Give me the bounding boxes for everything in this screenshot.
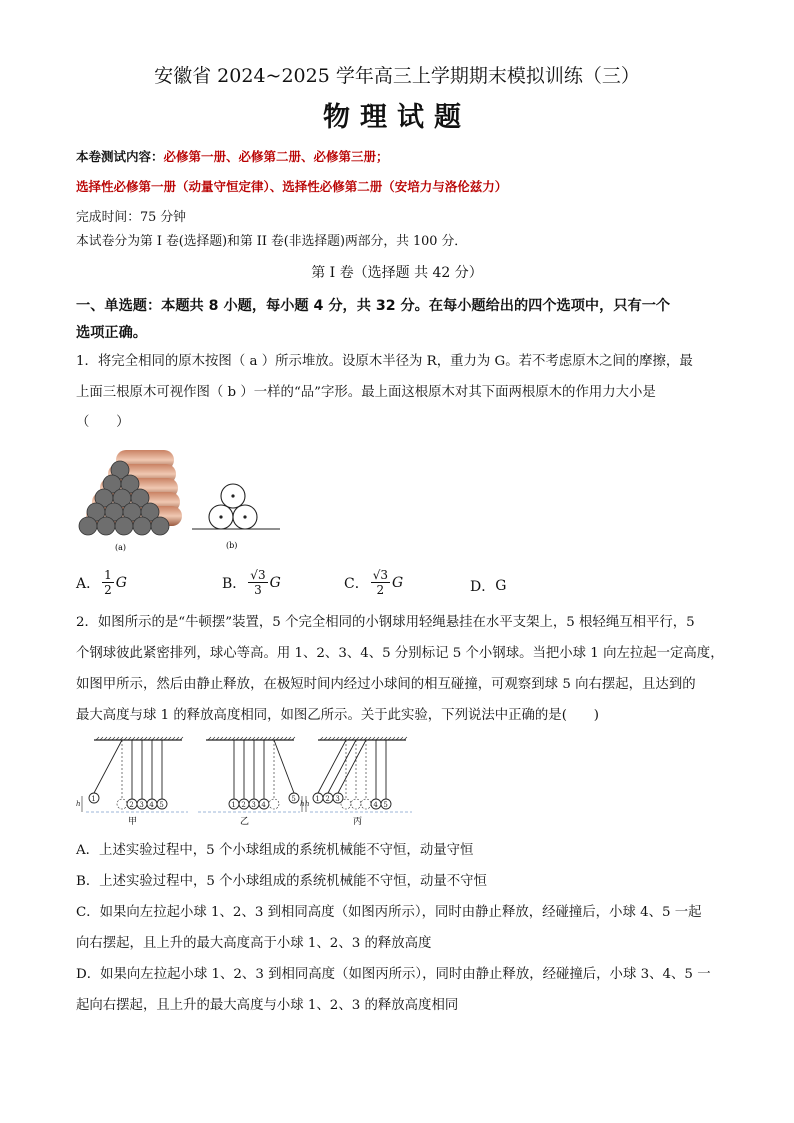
ball-number: 3 bbox=[335, 795, 340, 803]
section-heading-line-2: 选项正确。 bbox=[76, 325, 147, 341]
fraction: $\frac{√3}{2}$ bbox=[372, 568, 388, 597]
q2-option-c-line-2: 向右摆起，且上升的最大高度高于小球 1、2、3 的释放高度 bbox=[76, 936, 432, 951]
height-label: h bbox=[305, 800, 310, 808]
q1-figure-a-label: (a) bbox=[115, 543, 127, 552]
volume-title: 第 I 卷（选择题 共 42 分） bbox=[311, 265, 483, 281]
height-label: h bbox=[300, 800, 305, 808]
ball-number: 4 bbox=[261, 801, 266, 809]
fraction: $\frac{√3}{3}$ bbox=[250, 568, 266, 597]
fraction: $\frac{1}{2}$ bbox=[104, 568, 112, 597]
q2-option-a[interactable]: A．上述实验过程中，5 个小球组成的系统机械能不守恒，动量守恒 bbox=[76, 843, 474, 858]
q1-stem-line-1: 1．将完全相同的原木按图（ a ）所示堆放。设原木半径为 R，重力为 G。若不考虑原木之间的摩擦，最 bbox=[76, 354, 693, 369]
pendulum-string bbox=[94, 740, 122, 793]
q2-stem-line-4: 最大高度与球 1 的释放高度相同，如图乙所示。关于此实验，下列说法中正确的是( ) bbox=[76, 708, 599, 723]
scope-line-1 bbox=[76, 148, 389, 166]
q2-newtons-cradle-figures bbox=[76, 736, 416, 828]
q1-option-d[interactable]: D． G bbox=[470, 578, 507, 595]
ball-number: 2 bbox=[129, 801, 134, 809]
ball-number: 5 bbox=[383, 801, 388, 809]
ball-number: 1 bbox=[315, 795, 320, 803]
q2-option-d-line-2: 起向右摆起，且上升的最大高度与小球 1、2、3 的释放高度相同 bbox=[76, 998, 459, 1013]
q1-answer-bracket: （ ） bbox=[76, 415, 130, 430]
exam-structure: 本试卷分为第 I 卷(选择题)和第 II 卷(非选择题)两部分，共 100 分． bbox=[76, 234, 468, 249]
option-letter: B． bbox=[222, 575, 247, 592]
ball-number: 2 bbox=[241, 801, 246, 809]
ball-number: 4 bbox=[149, 801, 154, 809]
q2-option-c-line-1[interactable]: C．如果向左拉起小球 1、2、3 到相同高度（如图丙所示），同时由静止释放，经碰撞后，小球 4、5 一起 bbox=[76, 905, 702, 920]
q2-figure-label-bing: 丙 bbox=[353, 817, 363, 827]
q1-option-a[interactable]: A． $\frac{1}{2}$ G bbox=[76, 568, 127, 597]
ball-number: 1 bbox=[231, 801, 236, 809]
ball-number: 3 bbox=[251, 801, 256, 809]
section-heading-line-1: 一、单选题：本题共 8 小题，每小题 4 分，共 32 分。在每小题给出的四个选项中，只有一个 bbox=[76, 298, 671, 314]
q1-figure-b-three-circles bbox=[190, 474, 282, 556]
option-letter: A． bbox=[76, 575, 101, 592]
q2-stem-line-1: 2．如图所示的是“牛顿摆”装置，5 个完全相同的小钢球用轻绳悬挂在水平支架上，5 根轻绳互相平行，5 bbox=[76, 615, 695, 630]
option-letter: D． bbox=[470, 579, 496, 595]
subject-title: 物理试题 bbox=[323, 102, 471, 133]
option-letter: C． bbox=[344, 575, 369, 592]
ball-number: 4 bbox=[373, 801, 378, 809]
q2-figure-label-jia: 甲 bbox=[128, 817, 138, 827]
q2-option-b[interactable]: B．上述实验过程中，5 个小球组成的系统机械能不守恒，动量不守恒 bbox=[76, 874, 487, 889]
exam-time: 完成时间：75 分钟 bbox=[76, 210, 186, 225]
q1-stem-line-2: 上面三根原木可视作图（ b ）一样的“品”字形。最上面这根原木对其下面两根原木的作用力大小是 bbox=[76, 385, 656, 400]
pendulum-string bbox=[274, 740, 294, 793]
scope-label: 本卷测试内容： bbox=[76, 149, 164, 164]
height-label: h bbox=[76, 800, 81, 808]
scope-line-2: 选择性必修第一册（动量守恒定律）、选择性必修第二册（安培力与洛伦兹力） bbox=[76, 179, 508, 194]
q2-stem-line-2: 个钢球彼此紧密排列，球心等高。用 1、2、3、4、5 分别标记 5 个小钢球。当把小球 1 向左拉起一定高度， bbox=[76, 646, 724, 661]
q2-figure-label-yi: 乙 bbox=[240, 817, 250, 827]
q1-figure-a-log-pile bbox=[76, 446, 186, 556]
ball-number: 1 bbox=[91, 795, 96, 803]
dashed-rest-ball bbox=[117, 799, 127, 809]
dashed-rest-ball bbox=[351, 799, 361, 809]
exam-title: 安徽省 2024~2025 学年高三上学期期末模拟训练（三） bbox=[154, 65, 640, 87]
scope-value-1: 必修第一册、必修第二册、必修第三册； bbox=[163, 149, 389, 164]
ball-number: 5 bbox=[159, 801, 164, 809]
ball-number: 2 bbox=[325, 795, 330, 803]
q2-stem-line-3: 如图甲所示，然后由静止释放，在极短时间内经过小球间的相互碰撞，可观察到球 5 向右摆起，且达到的 bbox=[76, 677, 696, 692]
q1-figure-b-label: (b) bbox=[226, 541, 238, 550]
dashed-rest-ball bbox=[269, 799, 279, 809]
q1-option-b[interactable]: B． $\frac{√3}{3}$ G bbox=[222, 568, 281, 597]
ball-number: 5 bbox=[291, 795, 296, 803]
q2-option-d-line-1[interactable]: D．如果向左拉起小球 1、2、3 到相同高度（如图丙所示），同时由静止释放，经碰撞后，小球 3、4、5 一 bbox=[76, 967, 711, 982]
ball-number: 3 bbox=[139, 801, 144, 809]
q1-option-c[interactable]: C． $\frac{√3}{2}$ G bbox=[344, 568, 404, 597]
dashed-rest-ball bbox=[361, 799, 371, 809]
